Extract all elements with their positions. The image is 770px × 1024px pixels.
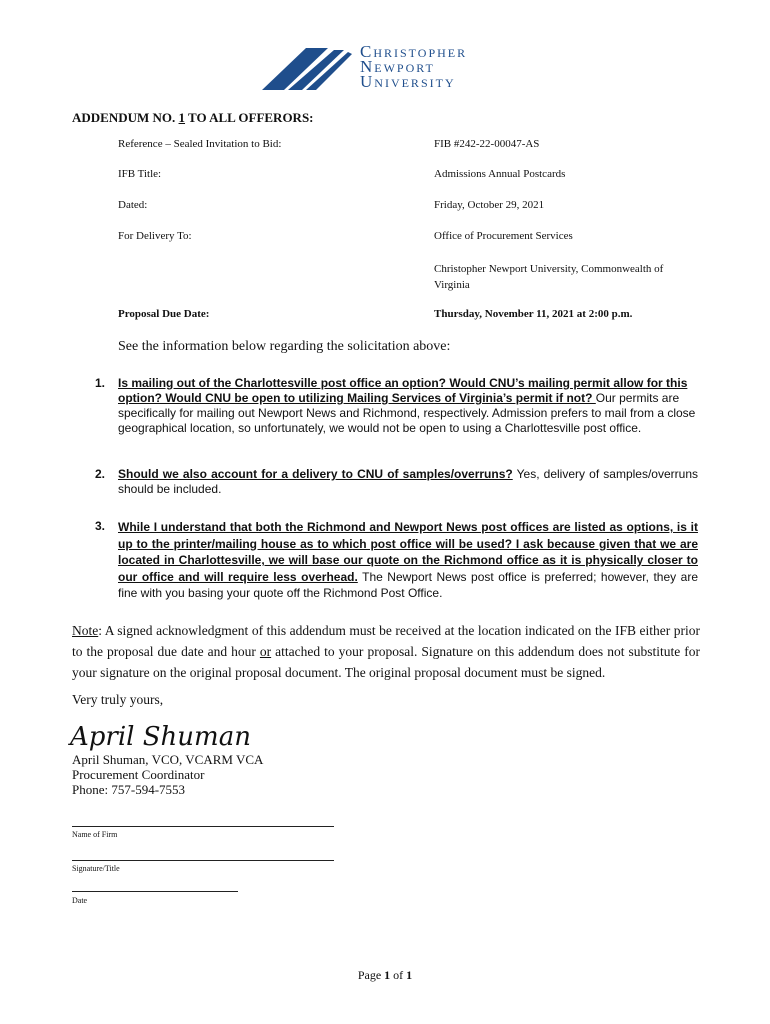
signature-title-label: Signature/Title	[72, 864, 120, 873]
handwritten-signature: April Shuman	[70, 722, 251, 752]
question-3-text: While I understand that both the Richmond and Newport News post offices are listed as options, is it up to the printer/mailing house as to which post office will be used? I ask because given that we are located in Charlottesville, we will base our quote on the Richmond office as it is physically closer to our office and will require less overhead.	[118, 520, 698, 584]
firm-name-label: Name of Firm	[72, 830, 118, 839]
question-1-answer: Our permits are specifically for mailing out Newport News and Richmond, respectively. Admission prefers to mail from a close geographical location, so unfortunately, we would not be open to using a Charlottesville post office.	[118, 391, 696, 435]
firm-name-line[interactable]	[72, 826, 334, 827]
question-2-text: Should we also account for a delivery to CNU of samples/overruns?	[118, 467, 513, 481]
signer-title: Procurement Coordinator	[72, 767, 205, 782]
page-total: 1	[406, 968, 413, 982]
page-number	[0, 968, 770, 983]
logo-mark-icon	[258, 46, 358, 92]
signer-phone: Phone: 757-594-7553	[72, 782, 186, 797]
signature-title-line[interactable]	[72, 860, 334, 861]
closing-text: Very truly yours,	[72, 692, 164, 707]
page-prefix: Page	[357, 968, 385, 982]
field-label-delivery: For Delivery To:	[118, 230, 192, 242]
heading-prefix: ADDENDUM NO.	[72, 110, 179, 125]
note-text-2: attached to your proposal. Signature on this addendum does not substitute for your signature on the original proposal document. The original proposal document must be signed.	[72, 644, 700, 680]
field-value-ifb-title: Admissions Annual Postcards	[434, 168, 566, 180]
intro-text: See the information below regarding the solicitation above:	[118, 339, 451, 354]
page-current: 1	[384, 968, 391, 982]
field-value-delivery-address: Christopher Newport University, Commonwealth of Virginia	[434, 263, 664, 291]
field-label-dated: Dated:	[118, 199, 148, 211]
signer-block	[72, 752, 263, 797]
note-text-1: : A signed acknowledgment of this addendum must be received at the location indicated on the IFB either prior to the proposal due date and hour	[72, 623, 700, 659]
note-or: or	[259, 644, 272, 659]
addendum-heading	[72, 110, 314, 126]
field-value-due-date: Thursday, November 11, 2021 at 2:00 p.m.	[434, 308, 633, 320]
field-label-ifb-title: IFB Title:	[118, 168, 162, 180]
field-value-dated: Friday, October 29, 2021	[434, 199, 545, 211]
field-label-reference: Reference – Sealed Invitation to Bid:	[118, 138, 282, 150]
question-1-number: 1.	[95, 376, 106, 390]
university-logo	[258, 44, 518, 94]
signer-name: April Shuman, VCO, VCARM VCA	[72, 752, 264, 767]
logo-line-1: Christopher	[360, 42, 468, 61]
question-1-text: Is mailing out of the Charlottesville post office an option? Would CNU’s mailing permit allow for this option? Would CNU be open to utilizing Mailing Services of Virginia’s permit if not?	[118, 376, 688, 405]
question-3-number: 3.	[95, 519, 106, 533]
field-value-delivery: Office of Procurement Services	[434, 230, 573, 242]
note-label: Note	[72, 623, 99, 638]
page-of: of	[390, 968, 407, 982]
addendum-number: 1	[178, 110, 186, 125]
field-label-due-date: Proposal Due Date:	[118, 308, 210, 320]
logo-line-3: University	[360, 72, 456, 91]
question-2	[118, 467, 698, 497]
question-3-answer: The Newport News post office is preferred; however, they are fine with you basing your quote off the Richmond Post Office.	[118, 569, 698, 600]
question-3	[118, 519, 698, 602]
logo-line-2: Newport	[360, 57, 435, 76]
date-line[interactable]	[72, 891, 238, 892]
question-1	[118, 376, 696, 436]
question-2-answer: Yes, delivery of samples/overruns should be included.	[118, 467, 698, 496]
date-label: Date	[72, 896, 88, 905]
question-2-number: 2.	[95, 467, 106, 481]
field-value-reference: FIB #242-22-00047-AS	[434, 138, 540, 150]
heading-suffix: TO ALL OFFERORS:	[185, 110, 314, 125]
note-paragraph	[72, 620, 700, 683]
